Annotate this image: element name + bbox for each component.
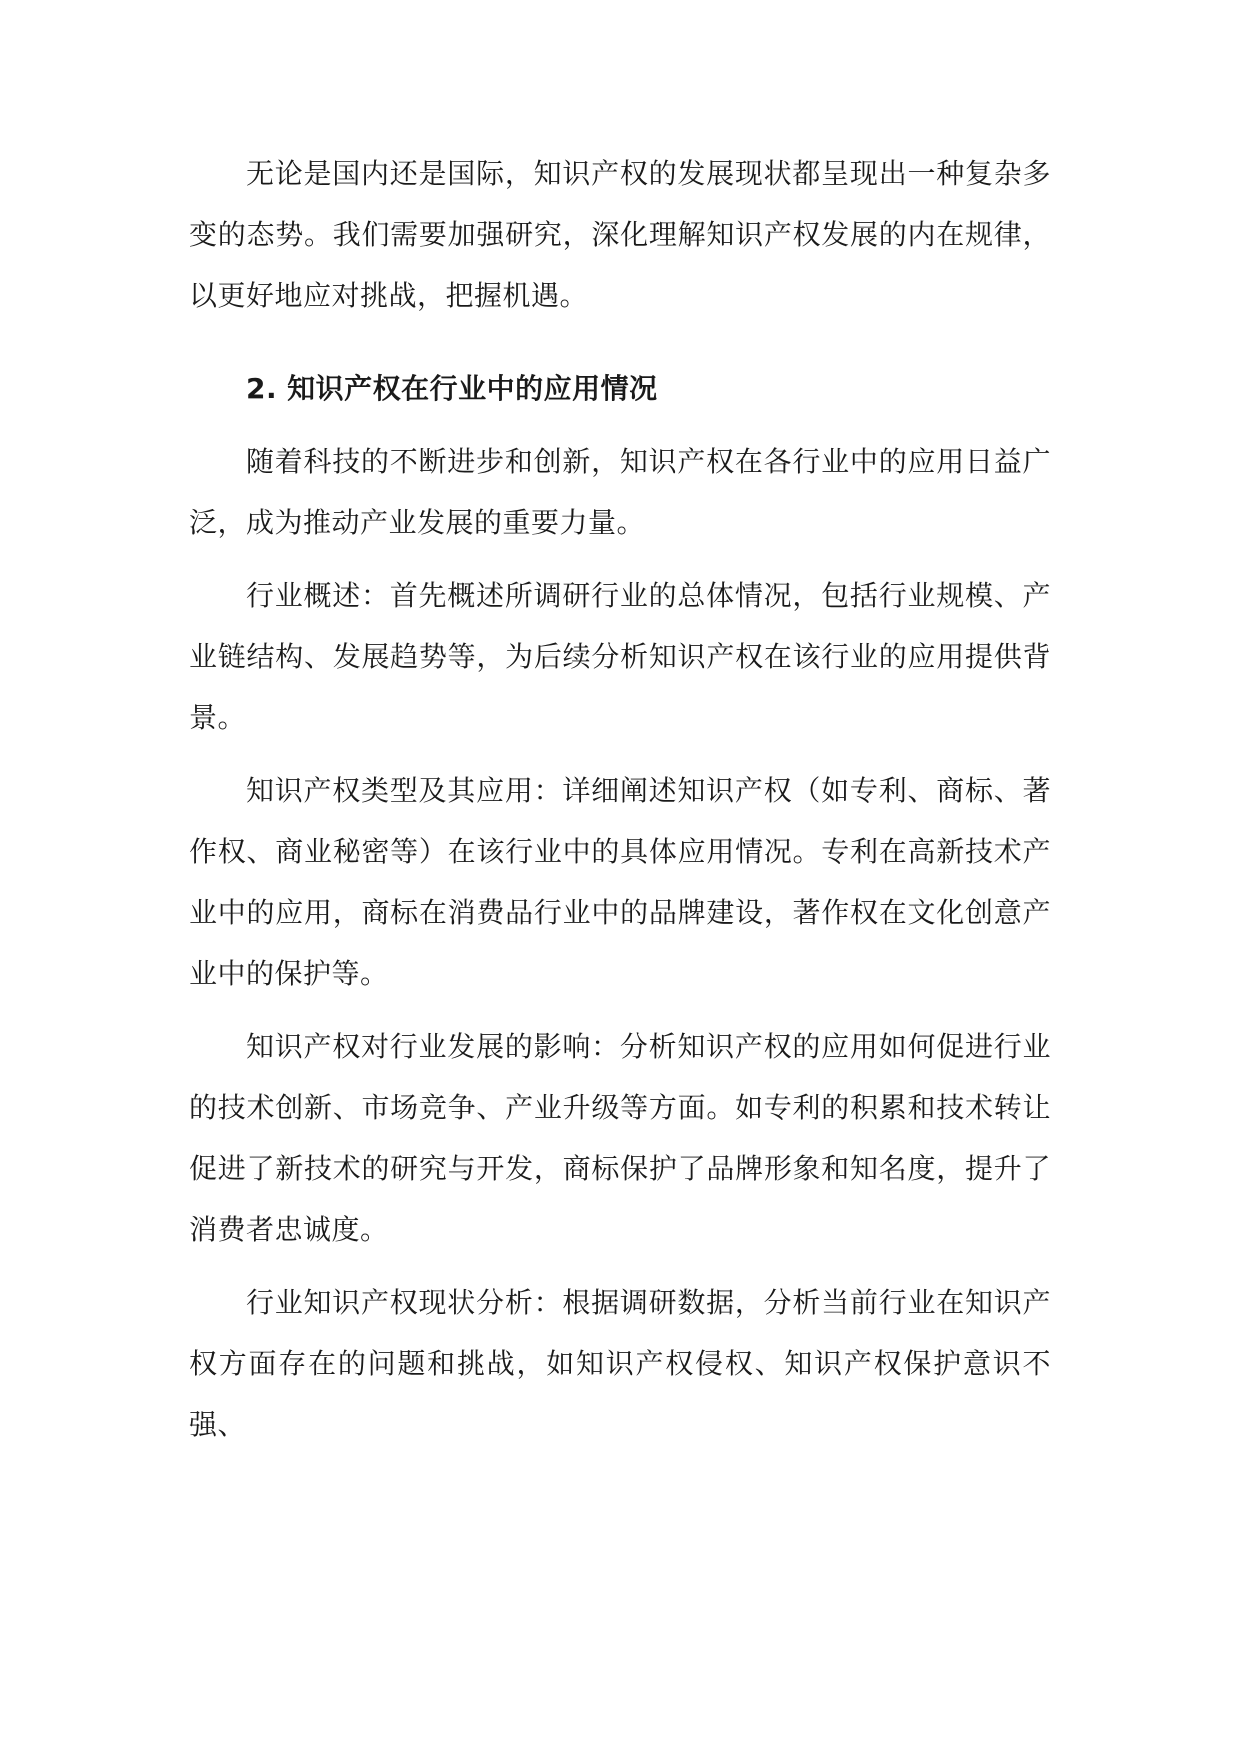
section-heading (189, 358, 1051, 419)
section-spacer (189, 326, 1051, 358)
paragraph-spacer (189, 553, 1051, 565)
paragraph-ip-impact: 知识产权对行业发展的影响：分析知识产权的应用如何促进行业的技术创新、市场竞争、产业升级等方面。如专利的积累和技术转让促进了新技术的研究与开发，商标保护了品牌形象和知名度，提升了消费者忠诚度。 (189, 1030, 1051, 1246)
paragraph-overview-intro: 随着科技的不断进步和创新，知识产权在各行业中的应用日益广泛，成为推动产业发展的重要力量。 (189, 445, 1051, 539)
intro-paragraph: 无论是国内还是国际，知识产权的发展现状都呈现出一种复杂多变的态势。我们需要加强研究，深化理解知识产权发展的内在规律，以更好地应对挑战，把握机遇。 (189, 157, 1051, 312)
paragraph-ip-types: 知识产权类型及其应用：详细阐述知识产权（如专利、商标、著作权、商业秘密等）在该行业中的具体应用情况。专利在高新技术产业中的应用，商标在消费品行业中的品牌建设，著作权在文化创意产业中的保护等。 (189, 774, 1051, 990)
paragraph-spacer (189, 1004, 1051, 1016)
paragraph-spacer (189, 748, 1051, 760)
paragraph-spacer (189, 1260, 1051, 1272)
document-body (189, 143, 1051, 1455)
paragraph-industry-overview: 行业概述：首先概述所调研行业的总体情况，包括行业规模、产业链结构、发展趋势等，为后续分析知识产权在该行业的应用提供背景。 (189, 579, 1051, 734)
section-number: 2. (246, 372, 278, 405)
section-title: 知识产权在行业中的应用情况 (287, 372, 658, 405)
paragraph-ip-status: 行业知识产权现状分析：根据调研数据，分析当前行业在知识产权方面存在的问题和挑战，如知识产权侵权、知识产权保护意识不强、 (189, 1286, 1051, 1441)
heading-spacer (189, 419, 1051, 431)
